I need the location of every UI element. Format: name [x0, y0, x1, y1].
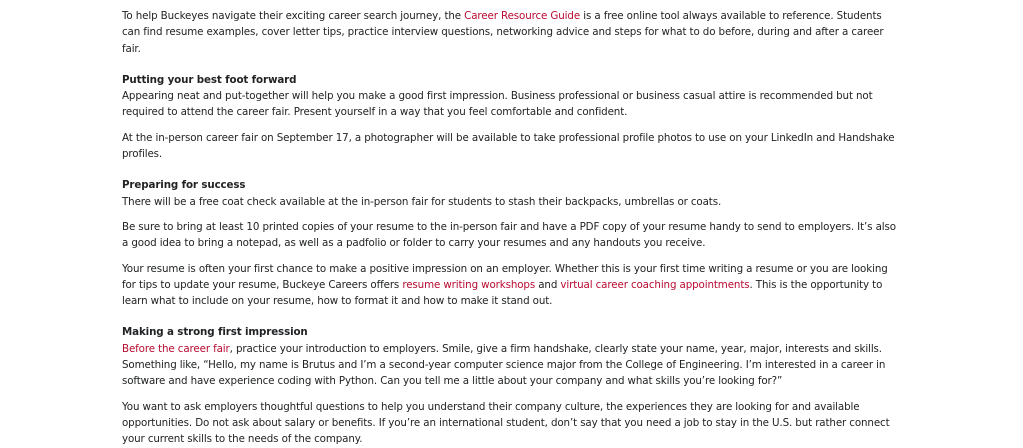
intro-text-2: is a free online tool always available to reference. Students can find resume examples, cover letter tips, practice interview questions, networking advice and steps for what to do before, during and after a career fair. [122, 10, 884, 55]
before-the-career-fair-link[interactable]: Before the career fair [122, 342, 230, 355]
intro-text-1: To help Buckeyes navigate their exciting career search journey, the [122, 10, 465, 22]
section-preparing-p2: Be sure to bring at least 10 printed copies of your resume to the in-person fair and have a PDF copy of your resume handy to send to employers. It’s also a good idea to bring a notepad, as well as a padfolio or folder to carry your resumes and any handouts you receive. [122, 220, 896, 250]
section-preparing-p3-text-2: and [535, 278, 561, 291]
section-impression-text-1: , practice your introduction to employers. Smile, give a firm handshake, clearly state your name, year, major, interests and skills. Something like, “Hello, my name is Brutus and I’m a second-year computer science major from the College of Engineering. I’m interested in a career in software and have experience coding with Python. Can you tell me a little about your company and what skills you’re looking for?” [122, 342, 886, 388]
heading-preparing-for-success: Preparing for success [122, 179, 246, 192]
section-preparing-p1 [122, 177, 902, 210]
section-best-foot-text-1: Appearing neat and put-together will help you make a good first impression. Business professional or business casual attire is recommended but not required to attend the career fair. Present yourself in a way that you feel comfortable and confident. [122, 90, 873, 119]
heading-best-foot-forward: Putting your best foot forward [122, 73, 297, 86]
section-preparing-p3-text-1: Your resume is often your first chance to make a positive impression on an employer. Whether this is your first time writing a resume or you are looking for tips to update your resume, Buckeye Careers offers [122, 262, 888, 291]
section-best-foot-p2: At the in-person career fair on September 17, a photographer will be available to take professional profile photos to use on your LinkedIn and Handshake profiles. [122, 131, 895, 161]
section-preparing-p3 [122, 261, 902, 310]
virtual-career-coaching-link[interactable]: virtual career coaching appointments [560, 278, 750, 291]
resume-writing-workshops-link[interactable]: resume writing workshops [402, 278, 536, 291]
section-impression-p2: You want to ask employers thoughtful questions to help you understand their company culture, the experiences they are looking for and available opportunities. Do not ask about salary or benefits. If you’re an international student, don’t say that you need a job to stay in the U.S. but rather connect your current skills to the needs of the company. [122, 400, 890, 446]
article-body [122, 0, 902, 448]
career-resource-guide-link[interactable]: Career Resource Guide [464, 10, 581, 22]
heading-strong-first-impression: Making a strong first impression [122, 326, 308, 339]
section-impression-p1 [122, 324, 902, 389]
section-preparing-p3-text-3: . This is the opportunity to learn what to include on your resume, how to format it and how to make it stand out. [122, 278, 883, 308]
section-preparing-text-1: There will be a free coat check available at the in-person fair for students to stash their backpacks, umbrellas or coats. [122, 195, 722, 208]
intro-paragraph [122, 8, 902, 57]
section-best-foot-p1 [122, 72, 902, 121]
